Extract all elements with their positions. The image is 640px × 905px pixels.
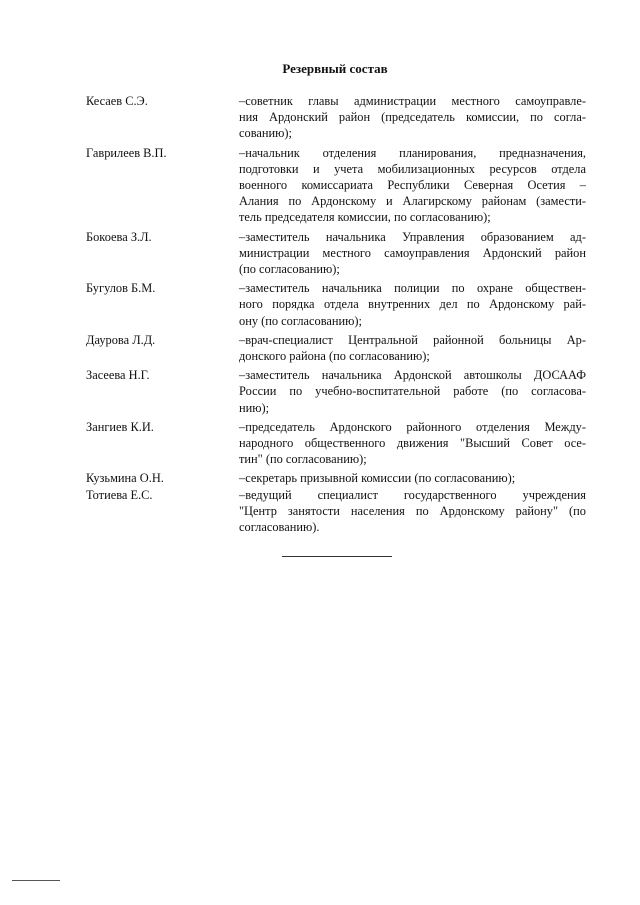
role-line: –ведущий специалист государственного учреждения [239, 487, 586, 502]
role-line: –секретарь призывной комиссии (по согласованию); [239, 471, 516, 486]
member-role [239, 280, 586, 329]
member-name: Кузьмина О.Н. [86, 471, 164, 486]
member-entry [86, 470, 586, 486]
member-name: Бокоева З.Л. [86, 229, 152, 244]
role-line: –начальник отделения планирования, предназначения, [239, 145, 586, 160]
role-line: подготовки и учета мобилизационных ресурсов отдела [239, 161, 586, 176]
member-role [239, 470, 586, 486]
role-line: ону (по согласованию); [239, 313, 362, 328]
role-line: –заместитель начальника Ардонской автошколы ДОСААФ [239, 368, 586, 383]
role-line: согласованию). [239, 520, 320, 535]
role-line: –заместитель начальника полиции по охране обществен- [239, 281, 586, 296]
member-role [239, 332, 586, 364]
role-line: тин" (по согласованию); [239, 452, 367, 467]
member-entry [86, 419, 586, 468]
role-line: –советник главы администрации местного самоуправле- [239, 94, 586, 108]
role-line: –председатель Ардонского районного отделения Между- [239, 419, 586, 434]
role-line: военного комиссариата Республики Северная Осетия – [239, 178, 586, 193]
member-name: Засеева Н.Г. [86, 368, 150, 383]
member-entry [86, 145, 586, 226]
footer-mark [12, 880, 60, 881]
member-role [239, 229, 586, 278]
role-line: сованию); [239, 126, 292, 141]
member-name: Зангиев К.И. [86, 419, 154, 434]
role-line: "Центр занятости населения по Ардонскому району" (по [239, 503, 586, 518]
member-role [239, 487, 586, 536]
member-entry [86, 367, 586, 416]
role-line: России по учебно-воспитательной работе (по согласова- [239, 384, 586, 399]
role-line: ния Ардонский район (председатель комиссии, по согла- [239, 110, 586, 125]
role-line: Алания по Ардонскому и Алагирскому районам (замести- [239, 194, 586, 209]
member-role [239, 367, 586, 416]
member-entry [86, 280, 586, 329]
role-line: министрации местного самоуправления Ардонский район [239, 245, 586, 260]
role-line: –врач-специалист Центральной районной больницы Ар- [239, 332, 586, 347]
member-name: Гаврилеев В.П. [86, 145, 167, 160]
member-list [86, 93, 586, 538]
separator-line [282, 556, 392, 557]
role-line: народного общественного движения "Высший Совет осе- [239, 436, 586, 451]
member-role [239, 419, 586, 468]
member-role [239, 145, 586, 226]
role-line: тель председателя комиссии, по согласованию); [239, 210, 491, 225]
role-line: донского района (по согласованию); [239, 349, 430, 364]
role-line: –заместитель начальника Управления образованием ад- [239, 229, 586, 244]
member-name: Кесаев С.Э. [86, 94, 148, 108]
member-entry [86, 487, 586, 536]
member-entry [86, 332, 586, 364]
member-name: Бугулов Б.М. [86, 281, 156, 296]
member-role [239, 93, 586, 142]
role-line: нию); [239, 400, 270, 415]
member-entry [86, 93, 586, 142]
role-line: (по согласованию); [239, 262, 340, 277]
role-line: ного порядка отдела внутренних дел по Ардонскому рай- [239, 297, 586, 312]
member-entry [86, 229, 586, 278]
section-title: Резервный состав [282, 61, 388, 76]
member-name: Даурова Л.Д. [86, 332, 156, 347]
member-name: Тотиева Е.С. [86, 487, 153, 502]
